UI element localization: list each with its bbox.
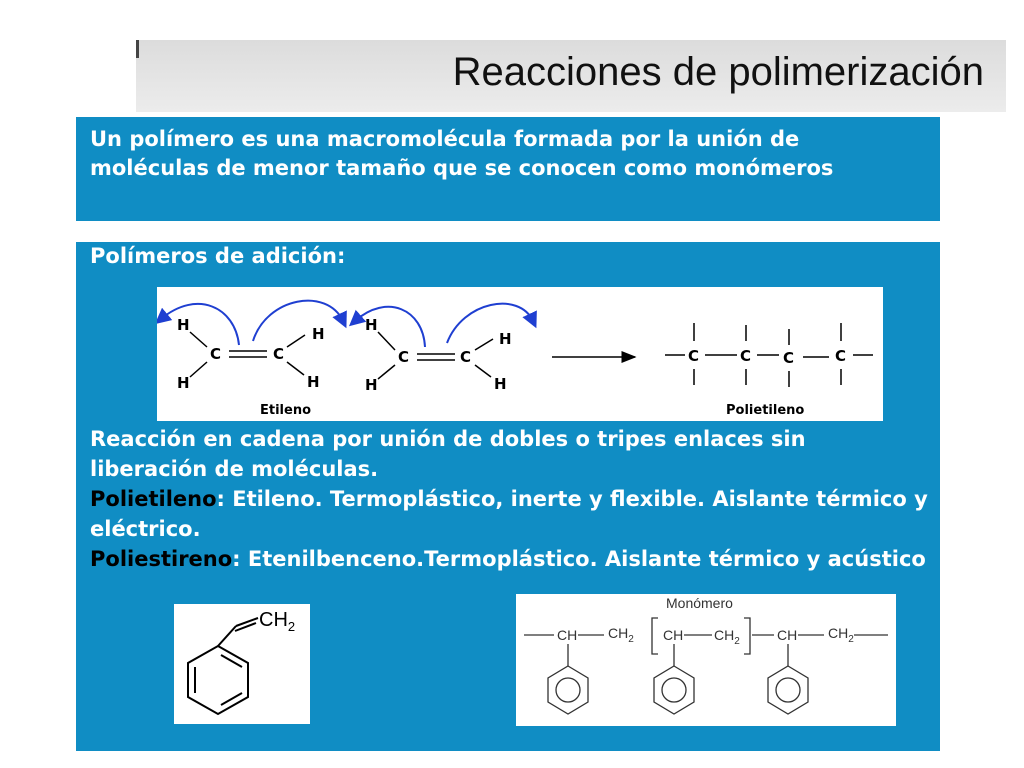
atom-c: C: [688, 347, 700, 365]
svg-text:CH: [663, 627, 683, 643]
styrene-subscript: 2: [287, 619, 296, 634]
atom-c: C: [460, 348, 472, 366]
polyethylene-description: : Etileno. Termoplástico, inerte y flexible. Aislante térmico y eléctrico.: [90, 487, 928, 541]
ch-label: CH: [557, 627, 578, 643]
atom-c: C: [210, 345, 222, 363]
atom-h: H: [177, 316, 190, 334]
atom-h: H: [307, 373, 320, 391]
ethylene-molecule-1: [161, 301, 343, 392]
svg-text:CH2: [259, 609, 295, 634]
polyethylene-chain: [665, 323, 873, 387]
polystyrene-term: Poliestireno: [90, 547, 233, 571]
atom-c: C: [740, 347, 752, 365]
definition-panel: [76, 117, 940, 221]
atom-h: H: [312, 325, 325, 343]
ch2-label: CH: [714, 627, 735, 643]
polyethylene-label: Polietileno: [726, 403, 805, 418]
svg-text:CH2: [714, 627, 740, 647]
svg-text:CH2: [828, 625, 854, 645]
atom-h: H: [365, 376, 378, 394]
ch2-label: CH: [608, 625, 629, 641]
polyethylene-term: Polietileno: [90, 487, 217, 511]
title-bar: [136, 40, 1006, 112]
atom-c: C: [398, 348, 410, 366]
chain-reaction-text: Reacción en cadena por unión de dobles o tripes enlaces sin liberación de moléculas.: [90, 427, 806, 481]
atom-c: C: [273, 345, 285, 363]
definition-text: Un polímero es una macromolécula formada por la unión de moléculas de menor tamaño que se conocen como monómeros: [90, 127, 834, 180]
polystyrene-description: : Etenilbenceno.Termoplástico. Aislante térmico y acústico: [232, 547, 926, 571]
title-tick-mark: [136, 40, 139, 58]
monomer-label: Monómero: [666, 595, 733, 611]
reaction-diagram: [157, 287, 883, 421]
styrene-ch-label: CH: [259, 609, 288, 631]
ch2-subscript: 2: [628, 634, 634, 645]
svg-text:CH: [557, 627, 577, 643]
ch2-subscript: 2: [848, 634, 854, 645]
ch-label: CH: [777, 627, 798, 643]
body-text: [90, 424, 930, 574]
styrene-structure: [174, 604, 310, 724]
atom-h: H: [177, 374, 190, 392]
atom-c: C: [783, 349, 795, 367]
reaction-svg: [157, 287, 883, 421]
atom-c: C: [835, 347, 847, 365]
slide-title: Reacciones de polimerización: [452, 50, 984, 94]
ch-label: CH: [663, 627, 684, 643]
ch2-subscript: 2: [734, 636, 740, 647]
ch2-label: CH: [828, 625, 849, 641]
addition-polymers-panel: [76, 242, 940, 751]
atom-h: H: [494, 375, 507, 393]
section-heading: Polímeros de adición:: [90, 244, 346, 268]
svg-text:CH: [777, 627, 797, 643]
svg-text:CH2: [608, 625, 634, 645]
ethylene-label: Etileno: [260, 403, 312, 418]
atom-h: H: [365, 316, 378, 334]
atom-h: H: [499, 330, 512, 348]
polystyrene-chain: [516, 594, 896, 726]
ethylene-molecule-2: [355, 304, 533, 394]
